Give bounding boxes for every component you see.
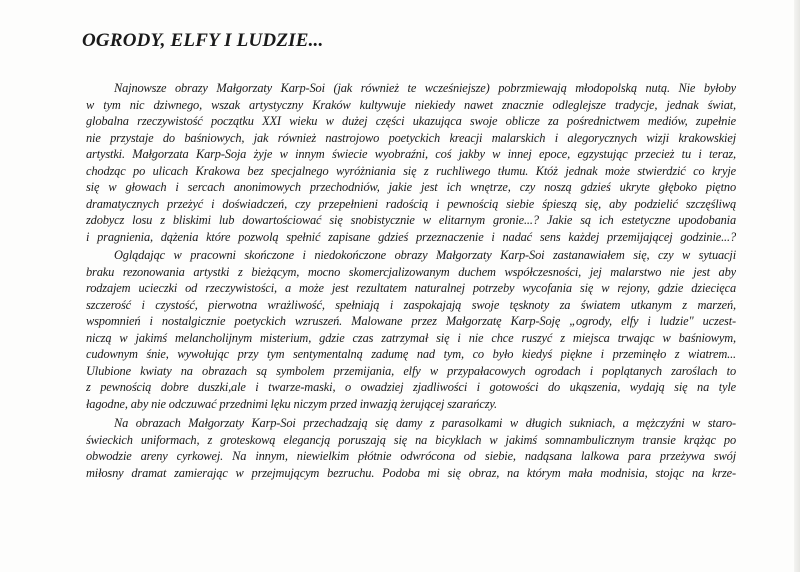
text-line: Na obrazach Małgorzaty Karp-Soi przechadzają się damy z parasolkami w długich sukniach, a mężczyźni w staro- xyxy=(114,416,736,430)
text-line: szczerość i czystość, pierwotna wrażliwość, spełniają i zaspokajają swoje tęsknoty za światem utkanym z marzeń, xyxy=(86,297,736,312)
text-line: niczą w jakimś melancholijnym misterium, gdzie czas zatrzymał się i nie chce ruszyć z miejsca trwając w baśniowym, xyxy=(86,330,736,345)
text-line: Ulubione kwiaty na obrazach są symbolem przemijania, elfy w przypałacowych ogrodach i poplątanych zaroślach to xyxy=(86,363,736,378)
text-line: obwodzie areny cyrkowej. Na innym, niewielkim płótnie odwrócona od siebie, nadąsana lalkowa para przeżywa swój xyxy=(86,449,736,463)
text-line: wspomnień i nostalgicznie poetyckich wzruszeń. Malowane przez Małgorzatę Karp-Soję „ogrody, elfy i ludzie" uczest- xyxy=(86,314,736,328)
page-edge-shadow xyxy=(794,0,800,572)
text-line: globalna rzeczywistość początku XXI wieku w dużej części ukazująca swoje oblicze za pośrednictwem mediów, zupełnie xyxy=(86,114,736,128)
text-line: dramatycznych przeżyć i doświadczeń, czy przepełnieni radością i pewnością siebie śpieszą się, aby podzielić szczęśliwą xyxy=(86,196,736,211)
paragraph-3 xyxy=(86,415,736,481)
text-line: artystki. Małgorzata Karp-Soja żyje w innym świecie wyobraźni, coś jakby w innej epoce, egzystując przecież tu i teraz, xyxy=(86,147,736,161)
paragraph-2 xyxy=(86,247,736,412)
text-line: zdobycz losu z bliskimi lub dowartościować się snobistycznie w elitarnym gronie...? Jakie są ich estetyczne upodobania xyxy=(86,213,736,227)
paragraph-1 xyxy=(86,80,736,245)
text-line: świeckich uniformach, z groteskową elegancją poruszają się na bicyklach w jakimś somnambulicznym transie krążąc po xyxy=(86,432,736,447)
text-line: łagodne, aby nie odczuwać przednimi lęku niczym przed inwazją żerującej szarańczy. xyxy=(86,396,497,411)
text-line: rodzajem ucieczki od rzeczywistości, a może jest rezultatem naturalnej potrzeby wycofania się w rejony, gdzie dziecięca xyxy=(86,281,736,295)
text-line: w tym nic dziwnego, wszak artystyczny Kraków kultywuje niekiedy nawet znacznie odleglejsze tradycje, jednak świat, xyxy=(86,97,736,112)
text-line: braku rezonowania artystki z bieżącym, mocno skomercjalizowanym duchem współczesności, jej malarstwo nie jest aby xyxy=(86,264,736,279)
text-line: Oglądając w pracowni skończone i niedokończone obrazy Małgorzaty Karp-Soi zastanawiałem się, czy w sytuacji xyxy=(114,248,736,262)
text-line: z pewnością dobre duszki,ale i twarze-maski, o owadziej zjadliwości i gotowości do ukąszenia, wydają się na tyle xyxy=(86,380,736,394)
text-line: cudownym śnie, wywołując przy tym sentymentalną zadumę nad tym, co było kiedyś piękne i przeminęło z wiatrem... xyxy=(86,347,736,361)
text-line: Najnowsze obrazy Małgorzaty Karp-Soi (jak również te wcześniejsze) pobrzmiewają młodopolską nutą. Nie byłoby xyxy=(114,81,736,95)
document-title: OGRODY, ELFY I LUDZIE... xyxy=(82,30,324,51)
text-line: miłosny dramat zamierając w przejmującym bezruchu. Podoba mi się obraz, na którym mała modnisia, stojąc na krze- xyxy=(86,465,736,480)
text-line: się w głowach i sercach anonimowych przechodniów, jakie jest ich wnętrze, czy noszą gdzieś ukryte głęboko piętno xyxy=(86,180,736,194)
text-line: i pragnienia, dążenia które pozwolą spełnić zapisane gdzieś przeznaczenie i nadać sens każdej przemijającej godzinie...? xyxy=(86,229,736,244)
text-line: nie przystaje do baśniowych, jak również nastrojowo poetyckich kreacji malarskich i alegorycznych wizji krakowskiej xyxy=(86,130,736,145)
text-line: chodząc po ulicach Krakowa bez specjalnego wyróżniania się z ruchliwego tłumu. Któż jednak może stwierdzić co kryje xyxy=(86,163,736,178)
